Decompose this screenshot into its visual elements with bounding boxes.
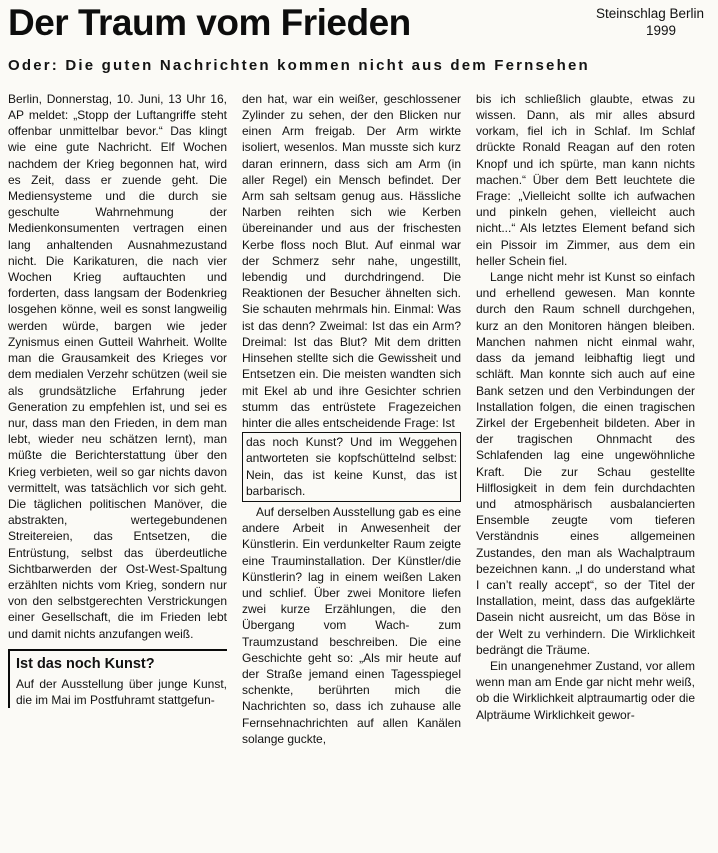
article-header [0,0,718,74]
paragraph-closing: Ein unangenehmer Zustand, vor allem wenn man am Ende gar nicht mehr weiß, ob die Wirklichkeit alptraumartig oder die Alpträume Wirklichkeit gewor- [476,658,695,722]
column-3 [476,91,695,839]
section-heading: Ist das noch Kunst? [16,655,155,672]
article-body [0,91,718,839]
section-box [8,649,227,709]
paragraph-intro: Berlin, Donnerstag, 10. Juni, 13 Uhr 16, AP meldet: „Stopp der Luftangriffe steht offenbar unmittelbar bevor.“ Das klingt wie eine gute Nachricht. Elf Wochen nachdem der Krieg begonnen hat, wird es Zeit, dass er zuende geht. Die Mediensysteme und die durch sie geschulte Wahrnehmung der Medienkonsumenten vertragen einen lang anhaltenden Ausnahmezustand nicht. Die Karikaturen, die nach vier Wochen Krieg auftauchten und forderten, dass langsam der Bodenkrieg losgehen könne, weil es sonst langweilig werden würde, bargen wie jeder Zynismus einen Gutteil Wahrheit. Wollte man die Grausamkeit des Krieges vor dem medialen Verzehr schützen (weil sie als grundsätzliche Erfahrung jeder Generation zu empfehlen ist, und sei es nur, dass man den Frieden, in dem man lebt, wieder neu schätzen lernt), man müßte die Berichterstattung über den Krieg verbieten, weil so gar nichts davon vermittelt, was tatsächlich vor sich geht. Die täglichen politischen Manöver, die abstrakten, wertegebundenen Streitereien, das Entsetzen, die Entrüstung, selbst das überdeutliche Sichtbarwerden der Ost-West-Spaltung erzählten nichts vom Krieg, sondern nur von den selbstgerechten Verstrickungen einer Gesellschaft, die im Frieden lebt und damit nichts anzufangen weiß. [8,91,227,641]
highlighted-quote-box [242,432,461,502]
paragraph-reflection: Lange nicht mehr ist Kunst so einfach und erhellend gewesen. Man konnte durch den Raum schnell durchgehen, kurz an den Monitoren hängen bleiben. Manchen nahmen nicht einmal wahr, dass da jemand leibhaftig liegt und schläft. Man konnte sich auch auf eine Bank setzen und den Verbindungen der Installation folgen, die einen tragischen Zirkel der Ergebenheit bildeten. Aber in der tragischen Ohnmacht des Schlafenden lag eine ungewöhnliche Kraft. Die zur Schau gestellte Hilflosigkeit in dem fein durchdachten und atmosphärisch ausbalancierten Ensemble zeugte vom tieferen Verständnis eines allgemeinen Zustandes, den man als Wachalptraum bezeichnen kann. „I do understand what I can’t really accept“, so der Titel der Installation, meint, dass das aufgeklärte Dasein nicht ausreicht, um das Böse in der Welt zu verhindern. Die Wirklichkeit bedrängt die Träume. [476,270,695,657]
column-1 [8,91,227,839]
credit-year: 1999 [645,22,676,38]
paragraph-cylinder: den hat, war ein weißer, geschlossener Zylinder zu sehen, der den Blicken nur einen Arm freigab. Der Arm wirkte isoliert, wesenlos. Man musste sich kurz daran erinnern, dass sich am Arm (in aller Regel) ein Mensch befindet. Der Arm sah seltsam genug aus. Hässliche Narben reihten sich wie Kerben übereinander und aus der frischesten Kerbe floss noch Blut. Auf einmal war der Schmerz sehr nahe, ungestillt, lebendig und durchdringend. Die Reaktionen der Besucher ähnelten sich. Sie schauten mehrmals hin. Einmal: Was ist das denn? Zweimal: Ist das ein Arm? Dreimal: Ist das Blut? Mit dem dritten Hinsehen stellte sich die Gewissheit und Entsetzen ein. Die meisten wandten sich mit Ekel ab und ihre Gesichter schrien stumm das entrüstete Fragezeichen hinter die alles entscheidende Frage: Ist [242,91,461,430]
article-title: Der Traum vom Frieden [8,2,411,43]
paragraph-exhibition-start: Auf der Ausstellung über junge Kunst, die im Mai im Postfuhramt stattgefun- [16,676,227,708]
column-2 [242,91,461,839]
boxed-text: das noch Kunst? Und im Weggehen antworteten sie kopfschüttelnd selbst: Nein, das ist keine Kunst, das ist barbarisch. [246,435,457,498]
publication-credit [596,6,704,40]
paragraph-installation: Auf derselben Ausstellung gab es eine andere Arbeit in Anwesenheit der Künstlerin. Ein verdunkelter Raum zeigte eine Trauminstallation. Der Künstler/die Künstlerin? lag in einem weißen Laken und schlief. Über zwei Monitore liefen zwei kurze Erzählungen, die den Übergang vom Wach- zum Traumzustand beschreiben. Die eine Geschichte geht so: „Als mir heute auf der Straße jemand einen Tagesspiegel schenkte, berührten mich die Nachrichten so, dass ich zuhause alle Fernsehnachrichten auf allen Kanälen solange guckte, [242,504,461,746]
credit-name: Steinschlag Berlin [595,6,704,21]
article-subtitle: Oder: Die guten Nachrichten kommen nicht aus dem Fernsehen [8,56,590,74]
paragraph-dream: bis ich schließlich glaubte, etwas zu wissen. Dann, als mir alles absurd vorkam, fiel ich in Schlaf. Im Schlaf drückte Ronald Reagan auf den roten Knopf und ich spürte, man kann nichts machen.“ Über dem Bett leuchtete die Frage: „Vielleicht sollte ich aufwachen und pinkeln gehen, vielleicht auch nicht...“ Als letztes Element befand sich ein Pissoir im Zimmer, aus dem ein heller Schein fiel. [476,91,695,268]
